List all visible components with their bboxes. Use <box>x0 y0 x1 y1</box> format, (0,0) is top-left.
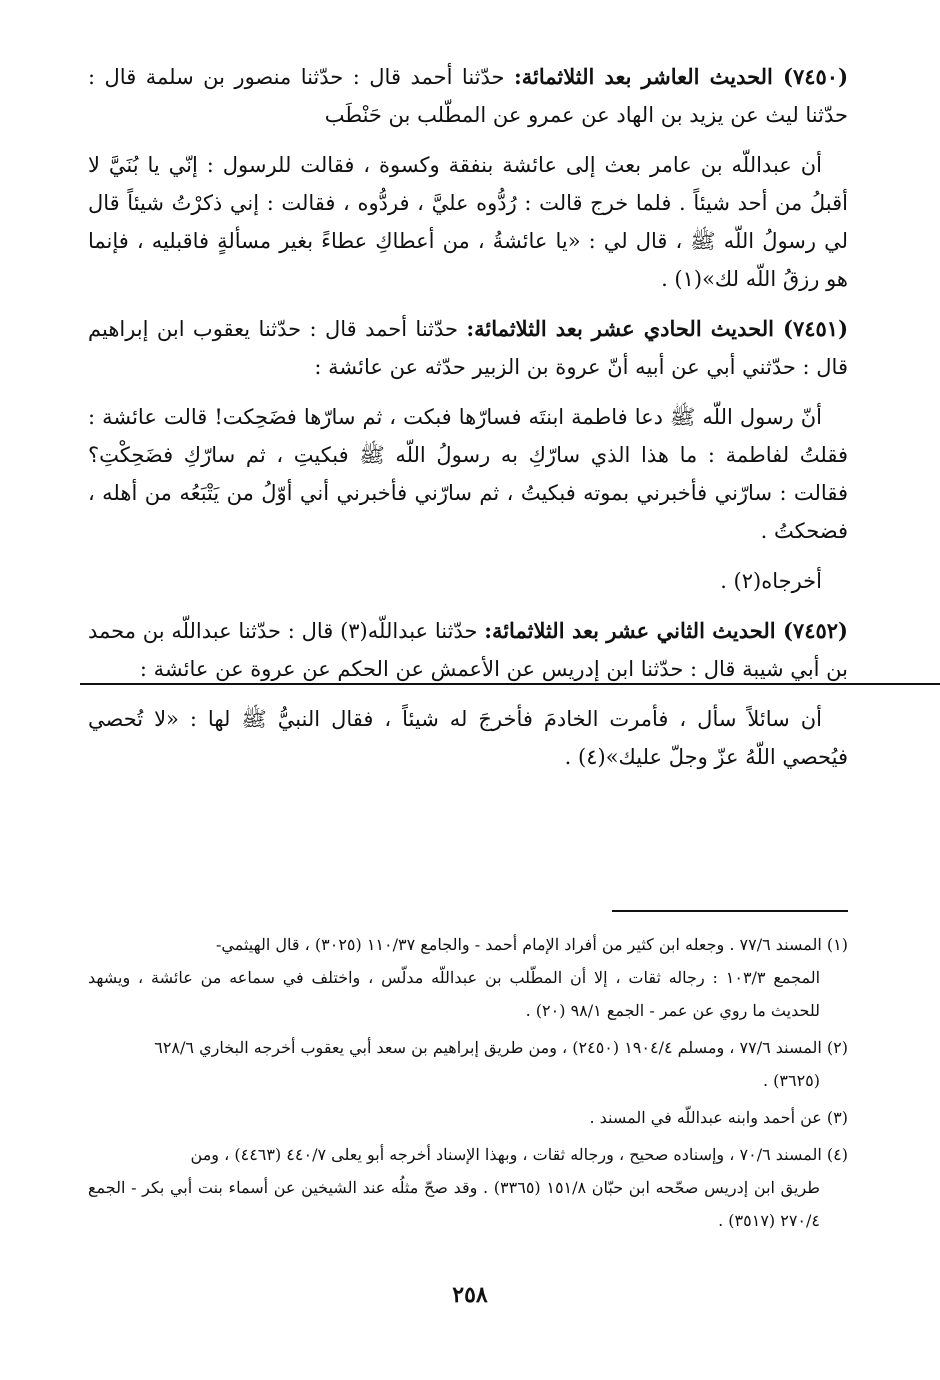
hadith-isnad: حدّثنا عبداللّه(٣) قال : حدّثنا عبداللّه بن محمد بن أبي شيبة قال : حدّثنا ابن إدريس عن الأعمش عن الحكم عن عروة عن عائشة : <box>88 619 848 681</box>
hadith-heading: (٧٤٥١) الحديث الحادي عشر بعد الثلاثمائة: <box>466 316 848 341</box>
footnote-continuation: طريق ابن إدريس صحّحه ابن حبّان ١٥١/٨ (٣٣٦٥) . وقد صحّ مثلُه عند الشيخين عن أسماء بنت أبي بكر - الجمع ٢٧٠/٤ (٣٥١٧) . <box>88 1178 821 1230</box>
strike-through-line <box>80 683 940 685</box>
hadith-heading: (٧٤٥٢) الحديث الثاني عشر بعد الثلاثمائة: <box>484 618 848 643</box>
hadith-matn <box>88 700 848 776</box>
main-text <box>88 58 848 788</box>
footnotes <box>88 928 848 1241</box>
hadith-matn <box>88 398 848 550</box>
footnote <box>88 1031 848 1097</box>
hadith-matn-text: أن عبداللّه بن عامر بعث إلى عائشة بنفقة وكسوة ، فقالت للرسول : إنّي يا بُنَيَّ لا أقبلُ من أحد شيئاً . فلما خرج قالت : رُدُّوه عليَّ ، فردُّوه ، فقالت : إني ذكرْتُ شيئاً قال لي رسولُ اللّه ﷺ ، قال لي : «يا عائشةُ ، من أعطاكِ عطاءً بغير مسألةٍ فاقبليه ، فإنما هو رزقُ اللّه لك»(١) . <box>88 153 848 291</box>
hadith-matn-text: أن سائلاً سأل ، فأمرت الخادمَ فأخرجَ له شيئاً ، فقال النبيُّ ﷺ لها : «لا تُحصي فيُحصي اللّهُ عزّ وجلّ عليك»(٤) . <box>88 707 848 769</box>
hadith-matn <box>88 146 848 298</box>
hadith-takhrij <box>88 562 848 600</box>
hadith-takhrij-text: أخرجاه(٢) . <box>720 569 822 593</box>
footnote-separator <box>612 910 848 912</box>
hadith-7451 <box>88 310 848 386</box>
hadith-matn-text: أنّ رسول اللّه ﷺ دعا فاطمة ابنتَه فسارّها فبكت ، ثم سارّها فضَحِكت! قالت عائشة : فقلتُ لفاطمة : ما هذا الذي سارّكِ به رسولُ اللّه ﷺ فبكيتِ ، ثم سارّكِ فضَحِكْتِ؟ فقالت : سارّني فأخبرني بموته فبكيتُ ، ثم سارّني فأخبرني أني أوّلُ من يَتْبَعُه من أهله ، فضحكتُ . <box>88 405 848 543</box>
page-number: ٢٥٨ <box>452 1282 488 1308</box>
footnote-text: (٢) المسند ٧٧/٦ ، ومسلم ١٩٠٤/٤ (٢٤٥٠) ، ومن طريق إبراهيم بن سعد أبي يعقوب أخرجه البخاري ٦٢٨/٦ <box>154 1038 848 1057</box>
hadith-heading: (٧٤٥٠) الحديث العاشر بعد الثلاثمائة: <box>514 64 848 89</box>
footnote <box>88 1101 848 1134</box>
footnote-continuation: (٣٦٢٥) . <box>762 1071 820 1090</box>
hadith-7452 <box>88 612 848 688</box>
footnote-continuation: المجمع ١٠٣/٣ : رجاله ثقات ، إلا أن المطّلب بن عبداللّه مدلّس ، واختلف في سماعه من عائشة ، ويشهد للحديث ما روي عن عمر - الجمع ٩٨/١ (٢٠) . <box>88 968 821 1020</box>
footnote-text: (١) المسند ٧٧/٦ . وجعله ابن كثير من أفراد الإمام أحمد - والجامع ١١٠/٣٧ (٣٠٢٥) ، قال الهيثمي- <box>215 935 848 954</box>
footnote <box>88 1138 848 1237</box>
hadith-7450 <box>88 58 848 134</box>
footnote-text: (٤) المسند ٧٠/٦ ، وإسناده صحيح ، ورجاله ثقات ، وبهذا الإسناد أخرجه أبو يعلى ٤٤٠/٧ (٤٤٦٣) ، ومن <box>190 1145 848 1164</box>
footnote <box>88 928 848 1027</box>
hadith-isnad: حدّثنا أحمد قال : حدّثنا منصور بن سلمة قال : حدّثنا ليث عن يزيد بن الهاد عن عمرو عن المطّلب بن حَنْطَب <box>88 65 848 127</box>
hadith-isnad: حدّثنا أحمد قال : حدّثنا يعقوب ابن إبراهيم قال : حدّثني أبي عن أبيه أنّ عروة بن الزبير حدّثه عن عائشة : <box>88 317 848 379</box>
footnote-text: (٣) عن أحمد وابنه عبداللّه في المسند . <box>589 1108 848 1127</box>
